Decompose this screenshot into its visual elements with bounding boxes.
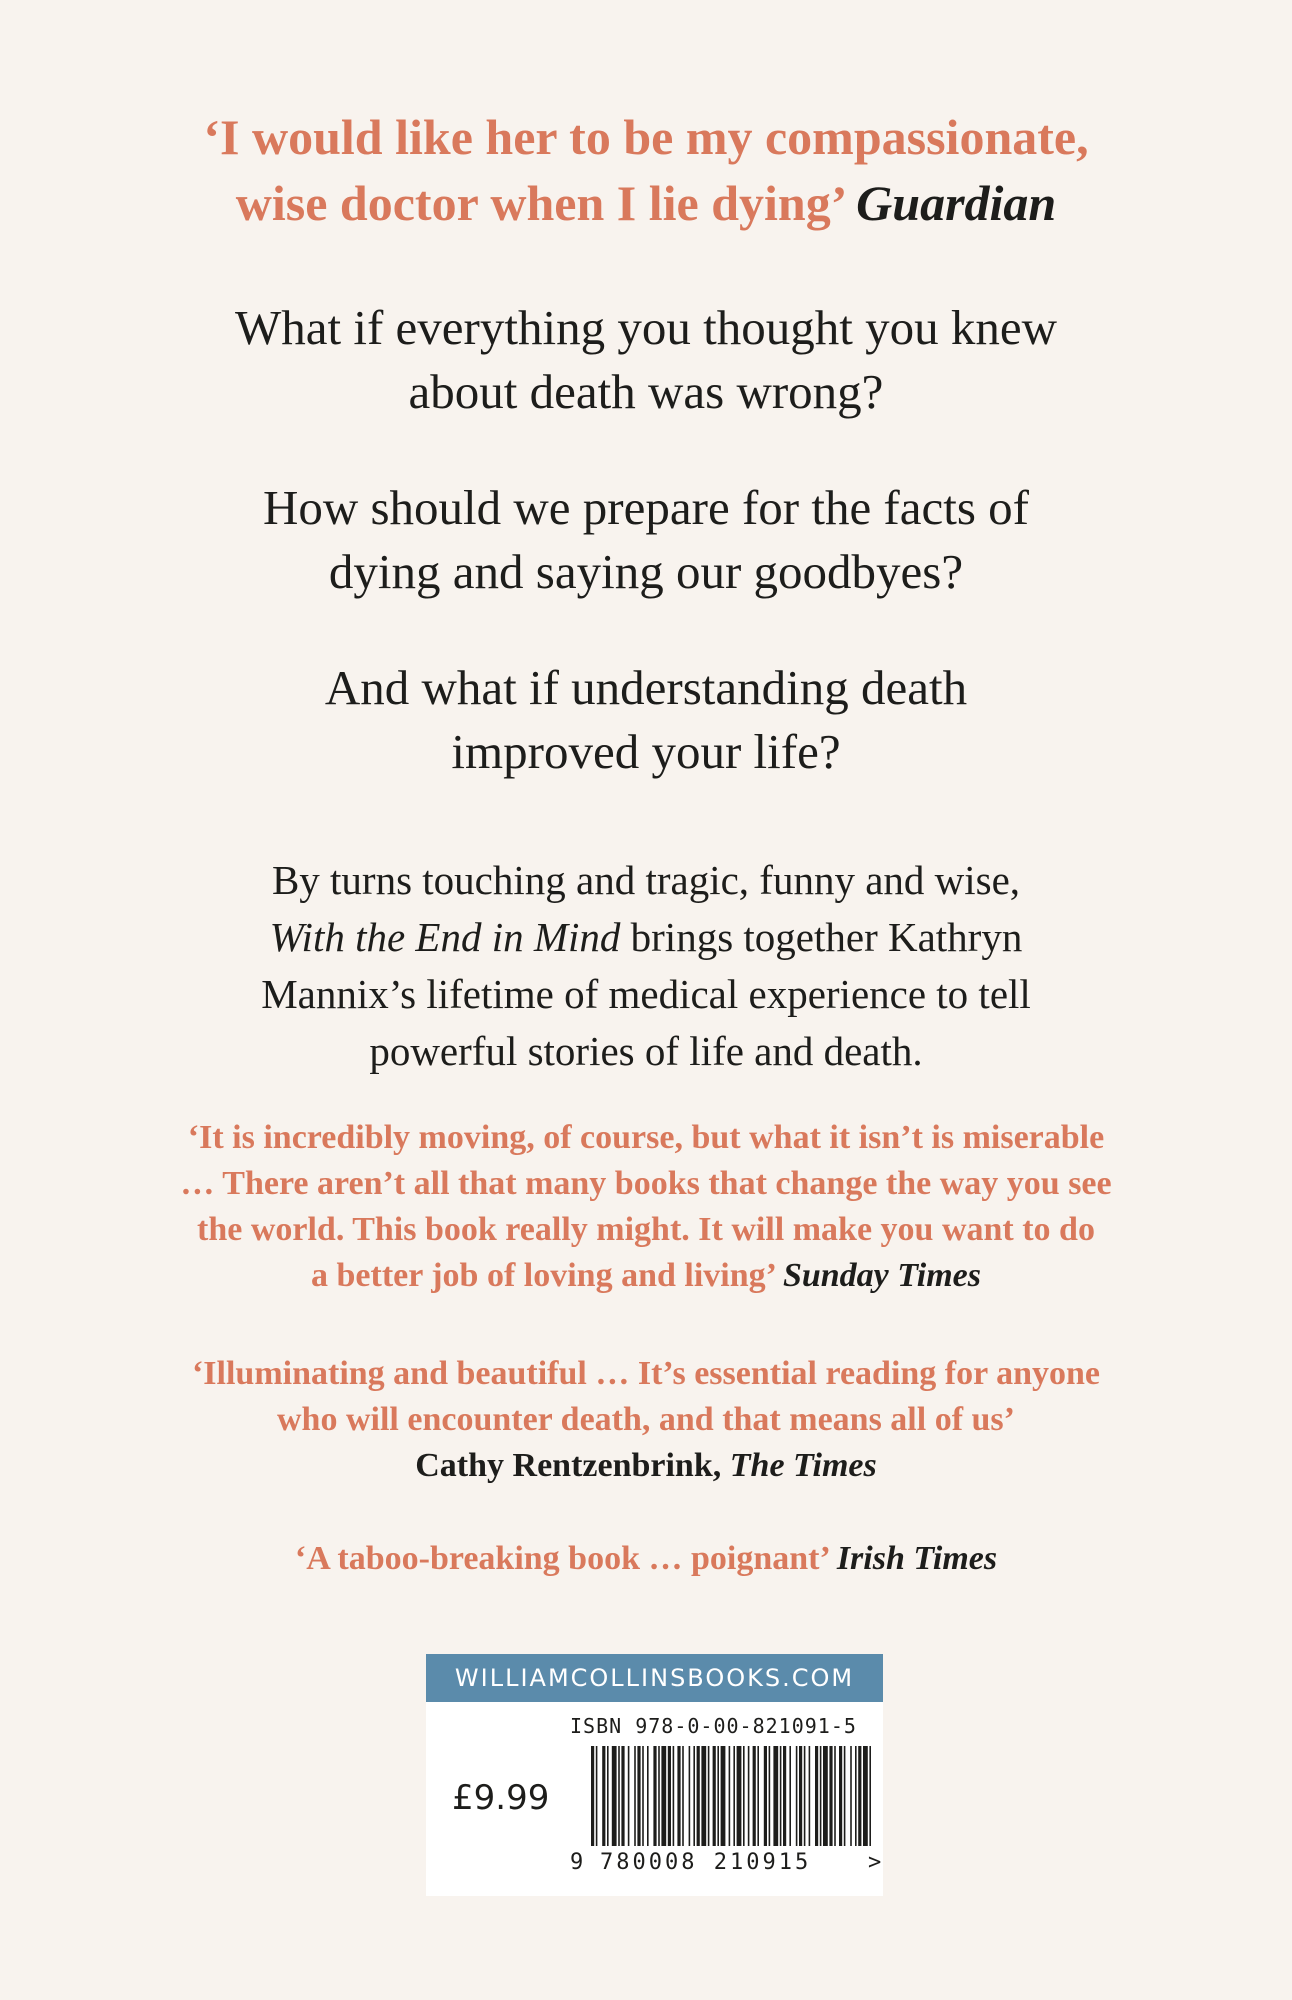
barcode-stripe [869, 1746, 871, 1846]
blurb-line-3: Mannix’s lifetime of medical experience to tell [261, 971, 1031, 1017]
barcode-stripe [682, 1746, 684, 1846]
barcode-stripe [612, 1746, 617, 1846]
question-1 [0, 296, 1292, 424]
barcode-stripe [621, 1746, 624, 1846]
review-the-times [0, 1351, 1292, 1489]
review-irish-times [0, 1536, 1292, 1582]
barcode-stripe [743, 1746, 745, 1846]
blurb-line-2: brings together Kathryn [620, 914, 1023, 960]
barcode-stripe [721, 1746, 726, 1846]
barcode-stripe [780, 1746, 782, 1846]
barcode-arrow: > [868, 1850, 882, 1875]
barcode-stripe [804, 1746, 806, 1846]
review-1-line-2: … There aren’t all that many books that change the way you see [180, 1165, 1112, 1202]
review-3-text: ‘A taboo-breaking book … poignant’ [294, 1540, 829, 1577]
barcode-stripe [708, 1746, 710, 1846]
blurb-line-4: powerful stories of life and death. [369, 1028, 923, 1074]
barcode-stripe [673, 1746, 675, 1846]
barcode-stripe [658, 1746, 660, 1846]
review-1-line-1: ‘It is incredibly moving, of course, but what it isn’t is miserable [187, 1119, 1105, 1156]
barcode-stripe [637, 1746, 640, 1846]
barcode-stripe [591, 1746, 594, 1846]
barcode-stripe [783, 1746, 786, 1846]
barcode-stripe [858, 1746, 861, 1846]
barcode-stripe [850, 1746, 852, 1846]
question-3-line-1: And what if understanding death [324, 660, 968, 715]
top-review-quote [0, 104, 1292, 236]
book-blurb [0, 852, 1292, 1080]
barcode-stripe [668, 1746, 671, 1846]
review-2-author: Cathy Rentzenbrink, [415, 1447, 722, 1484]
barcode-stripe [602, 1746, 605, 1846]
barcode-digit-first: 9 [570, 1850, 584, 1875]
barcode-stripe [607, 1746, 609, 1846]
top-quote-source: Guardian [856, 175, 1057, 231]
barcode-stripe [820, 1746, 822, 1846]
barcode-stripe [717, 1746, 719, 1846]
blurb-line-1: By turns touching and tragic, funny and wise, [271, 857, 1021, 903]
barcode-stripe [855, 1746, 857, 1846]
question-1-line-2: about death was wrong? [408, 364, 884, 419]
review-1-line-4: a better job of loving and living’ [311, 1257, 775, 1294]
review-1-source: Sunday Times [782, 1257, 981, 1294]
barcode-stripe [863, 1746, 868, 1846]
barcode-stripe [764, 1746, 767, 1846]
barcode-stripe [809, 1746, 811, 1846]
review-2-line-2: who will encounter death, and that means all of us’ [277, 1401, 1015, 1438]
barcode-panel [426, 1654, 883, 1896]
barcode-digits-rest: 780008 210915 [600, 1850, 812, 1875]
barcode-stripe [737, 1746, 742, 1846]
barcode-stripe [844, 1746, 846, 1846]
barcode-stripe [789, 1746, 791, 1846]
barcode-stripe [596, 1746, 598, 1846]
barcode-stripe [701, 1746, 706, 1846]
question-2 [0, 476, 1292, 604]
review-2-source: The Times [729, 1447, 877, 1484]
barcode-stripe [773, 1746, 778, 1846]
barcode-stripe [697, 1746, 700, 1846]
barcode-stripe [653, 1746, 656, 1846]
barcode-stripe [799, 1746, 802, 1846]
price-label: £9.99 [452, 1778, 550, 1818]
barcode-stripe [661, 1746, 666, 1846]
top-quote-line-1: ‘I would like her to be my compassionate, [203, 109, 1089, 165]
question-1-line-1: What if everything you thought you knew [235, 300, 1057, 355]
review-sunday-times [0, 1115, 1292, 1299]
barcode-stripe [757, 1746, 759, 1846]
barcode-digits [570, 1850, 882, 1975]
barcode-stripe [693, 1746, 695, 1846]
review-3-source: Irish Times [836, 1540, 998, 1577]
question-2-line-2: dying and saying our goodbyes? [328, 544, 964, 599]
barcode-stripe [834, 1746, 836, 1846]
barcode-stripe [748, 1746, 750, 1846]
publisher-website: WILLIAMCOLLINSBOOKS.COM [426, 1654, 883, 1702]
barcode-stripe [677, 1746, 680, 1846]
barcode-stripe [618, 1746, 620, 1846]
barcode-stripe [829, 1746, 832, 1846]
barcode-stripe [634, 1746, 636, 1846]
book-title: With the End in Mind [269, 914, 621, 960]
question-3-line-2: improved your life? [451, 724, 841, 779]
barcode-stripe [823, 1746, 828, 1846]
barcode-stripe [689, 1746, 691, 1846]
isbn-number: ISBN 978-0-00-821091-5 [570, 1714, 857, 1738]
barcode-stripe [713, 1746, 716, 1846]
barcode-stripe [815, 1746, 818, 1846]
barcode-stripe [753, 1746, 756, 1846]
top-quote-line-2: wise doctor when I lie dying’ [235, 175, 844, 231]
question-2-line-1: How should we prepare for the facts of [262, 480, 1030, 535]
barcode-stripe [628, 1746, 630, 1846]
barcode-stripe [642, 1746, 644, 1846]
barcode-stripe [796, 1746, 798, 1846]
review-1-line-3: the world. This book really might. It will make you want to do [197, 1211, 1095, 1248]
barcode-stripe [733, 1746, 735, 1846]
review-2-line-1: ‘Illuminating and beautiful … It’s essential reading for anyone [191, 1355, 1101, 1392]
barcode-stripe [729, 1746, 731, 1846]
barcode-stripe [839, 1746, 842, 1846]
question-3 [0, 656, 1292, 784]
barcode-icon [591, 1746, 873, 1846]
barcode-stripe [769, 1746, 771, 1846]
barcode-stripe [647, 1746, 649, 1846]
